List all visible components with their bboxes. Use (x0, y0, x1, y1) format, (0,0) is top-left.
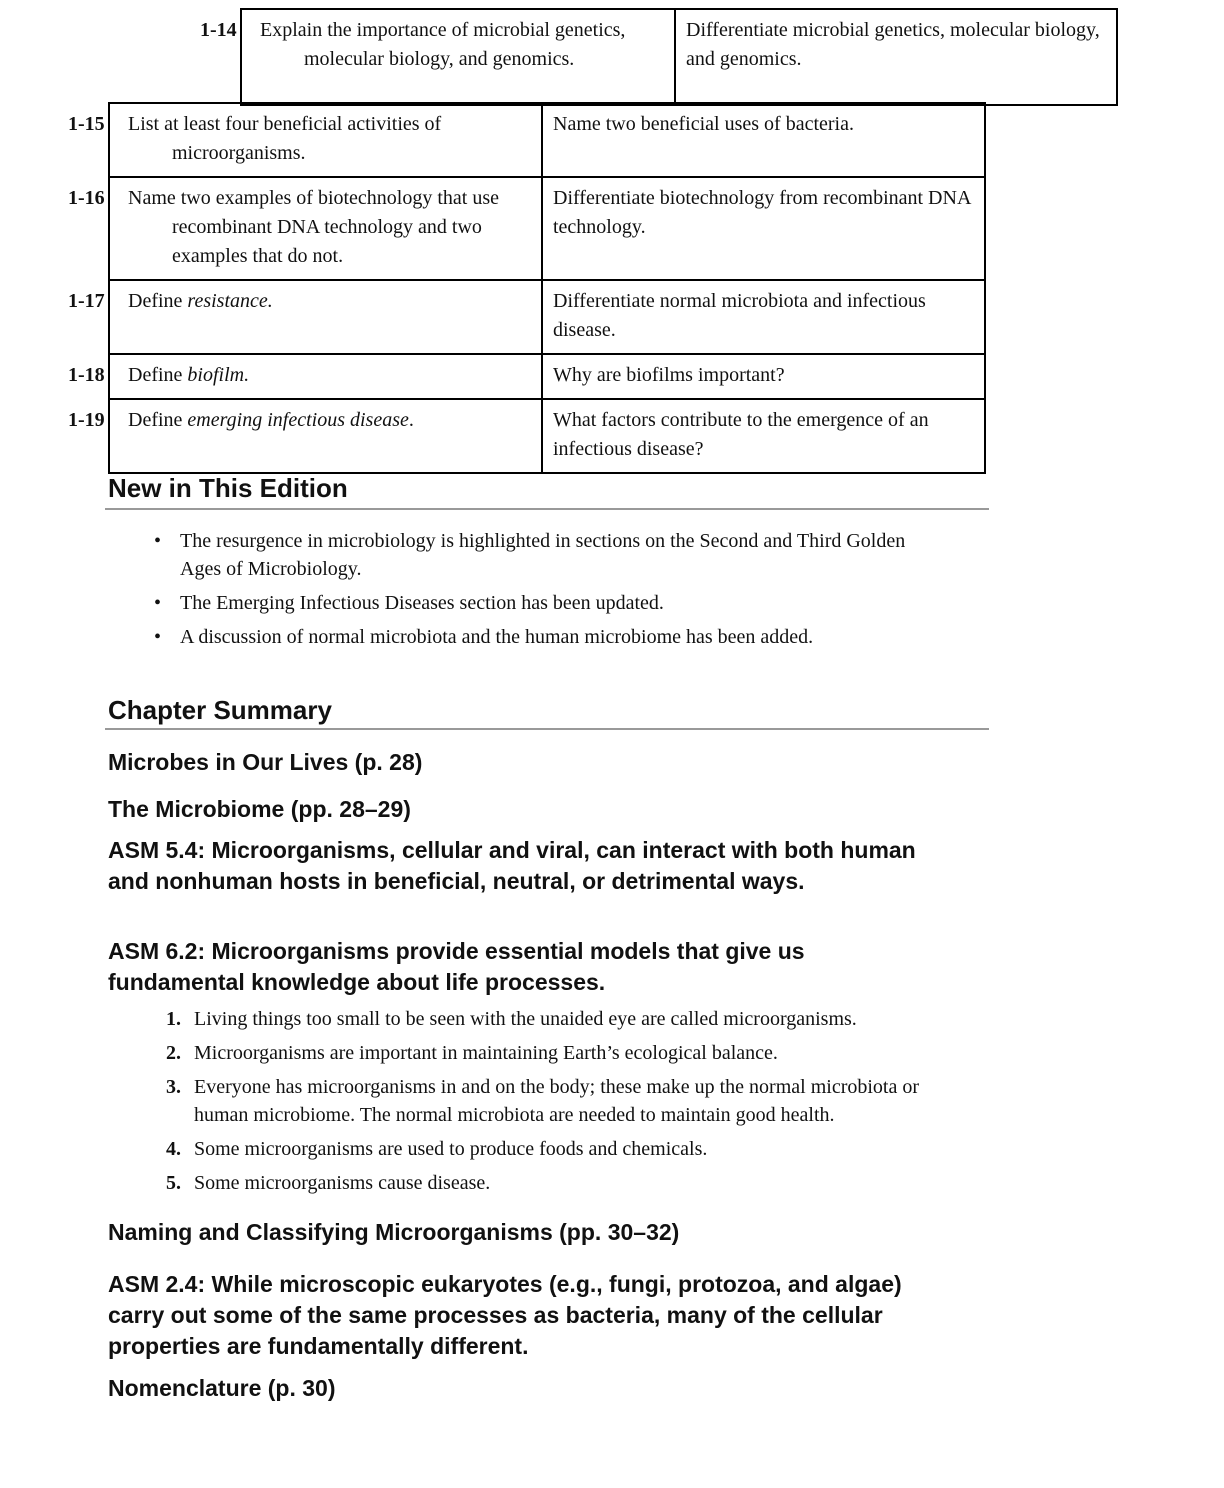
objective-term: biofilm. (187, 364, 250, 386)
bullet-icon: • (154, 626, 162, 648)
section-divider (105, 728, 989, 730)
objective-cell: 1-14 Explain the importance of microbial genetics, molecular biology, and genomics. (241, 9, 675, 105)
table-row (109, 399, 985, 473)
check-text: Differentiate biotechnology from recombinant DNA technology. (553, 187, 971, 238)
asm-2-4-statement: ASM 2.4: While microscopic eukaryotes (e.g., fungi, protozoa, and algae) carry out some of the same processes as bacteria, many of the cellular properties are fundamentally different. (108, 1271, 902, 1359)
list-number: 1. (166, 1008, 181, 1030)
objective-text: Explain the importance of microbial genetics, molecular biology, and genomics. (260, 19, 626, 70)
list-item-text: The Emerging Infectious Diseases section has been updated. (180, 592, 664, 614)
objective-cell: 1-15 List at least four beneficial activities of microorganisms. (109, 103, 542, 177)
list-item (166, 1169, 976, 1197)
check-text: What factors contribute to the emergence of an infectious disease? (553, 409, 929, 460)
bullet-icon: • (154, 592, 162, 614)
check-understanding-cell (542, 399, 985, 473)
new-edition-list (150, 527, 930, 657)
bullet-icon: • (154, 530, 162, 552)
list-item (166, 1005, 976, 1033)
list-item (166, 1073, 976, 1129)
list-number: 3. (166, 1076, 181, 1098)
list-number: 4. (166, 1138, 181, 1160)
objectives-table-top (200, 8, 1118, 106)
check-text: Differentiate microbial genetics, molecular biology, and genomics. (686, 19, 1100, 70)
check-text: Differentiate normal microbiota and infectious disease. (553, 290, 926, 341)
check-understanding-cell (542, 177, 985, 280)
list-item (150, 589, 930, 617)
table-row (241, 9, 1117, 105)
objective-text: List at least four beneficial activities of microorganisms. (128, 113, 442, 164)
chapter-summary-heading: Chapter Summary (108, 695, 332, 725)
objective-term: resistance. (187, 290, 273, 312)
subheading-naming-classifying: Naming and Classifying Microorganisms (pp. 30–32) (108, 1219, 680, 1245)
table-row (109, 103, 985, 177)
objective-term: emerging infectious disease (187, 409, 409, 431)
list-item-text: The resurgence in microbiology is highlighted in sections on the Second and Third Golden Ages of Microbiology. (180, 530, 906, 580)
asm-5-4-statement: ASM 5.4: Microorganisms, cellular and viral, can interact with both human and nonhuman hosts in beneficial, neutral, or detrimental ways. (108, 837, 916, 894)
list-number: 2. (166, 1042, 181, 1064)
objective-cell: 1-19 Define emerging infectious disease. (109, 399, 542, 473)
objective-punct: . (408, 409, 414, 431)
table-row (109, 177, 985, 280)
summary-points-list (166, 1005, 976, 1203)
list-item-text: Some microorganisms are used to produce foods and chemicals. (194, 1138, 708, 1160)
table-row (109, 354, 985, 399)
objective-cell: 1-17 Define resistance. (109, 280, 542, 354)
list-item (166, 1135, 976, 1163)
objective-cell: 1-16 Name two examples of biotechnology that use recombinant DNA technology and two examples that do not. (109, 177, 542, 280)
list-item-text: Microorganisms are important in maintaining Earth’s ecological balance. (194, 1042, 778, 1064)
objective-text: Define (128, 290, 188, 312)
check-text: Why are biofilms important? (553, 364, 785, 386)
objectives-table (68, 102, 986, 474)
subheading-microbiome: The Microbiome (pp. 28–29) (108, 796, 411, 822)
section-divider (105, 508, 989, 510)
subheading-nomenclature: Nomenclature (p. 30) (108, 1375, 336, 1401)
objective-text: Define (128, 364, 188, 386)
check-understanding-cell (542, 354, 985, 399)
list-number: 5. (166, 1172, 181, 1194)
list-item (166, 1039, 976, 1067)
list-item-text: Living things too small to be seen with the unaided eye are called microorganisms. (194, 1008, 857, 1030)
objective-cell: 1-18 Define biofilm. (109, 354, 542, 399)
new-edition-heading: New in This Edition (108, 473, 348, 503)
asm-6-2-statement: ASM 6.2: Microorganisms provide essential models that give us fundamental knowledge about life processes. (108, 938, 805, 995)
objective-text: Name two examples of biotechnology that use recombinant DNA technology and two examples that do not. (128, 187, 500, 267)
list-item (150, 623, 930, 651)
list-item (150, 527, 930, 583)
check-text: Name two beneficial uses of bacteria. (553, 113, 854, 135)
subheading-microbes-in-our-lives: Microbes in Our Lives (p. 28) (108, 749, 423, 775)
list-item-text: Some microorganisms cause disease. (194, 1172, 491, 1194)
list-item-text: Everyone has microorganisms in and on the body; these make up the normal microbiota or human microbiome. The normal microbiota are needed to maintain good health. (194, 1076, 920, 1126)
table-row (109, 280, 985, 354)
check-understanding-cell (675, 9, 1117, 105)
objective-text: Define (128, 409, 188, 431)
check-understanding-cell (542, 280, 985, 354)
check-understanding-cell (542, 103, 985, 177)
list-item-text: A discussion of normal microbiota and the human microbiome has been added. (180, 626, 814, 648)
